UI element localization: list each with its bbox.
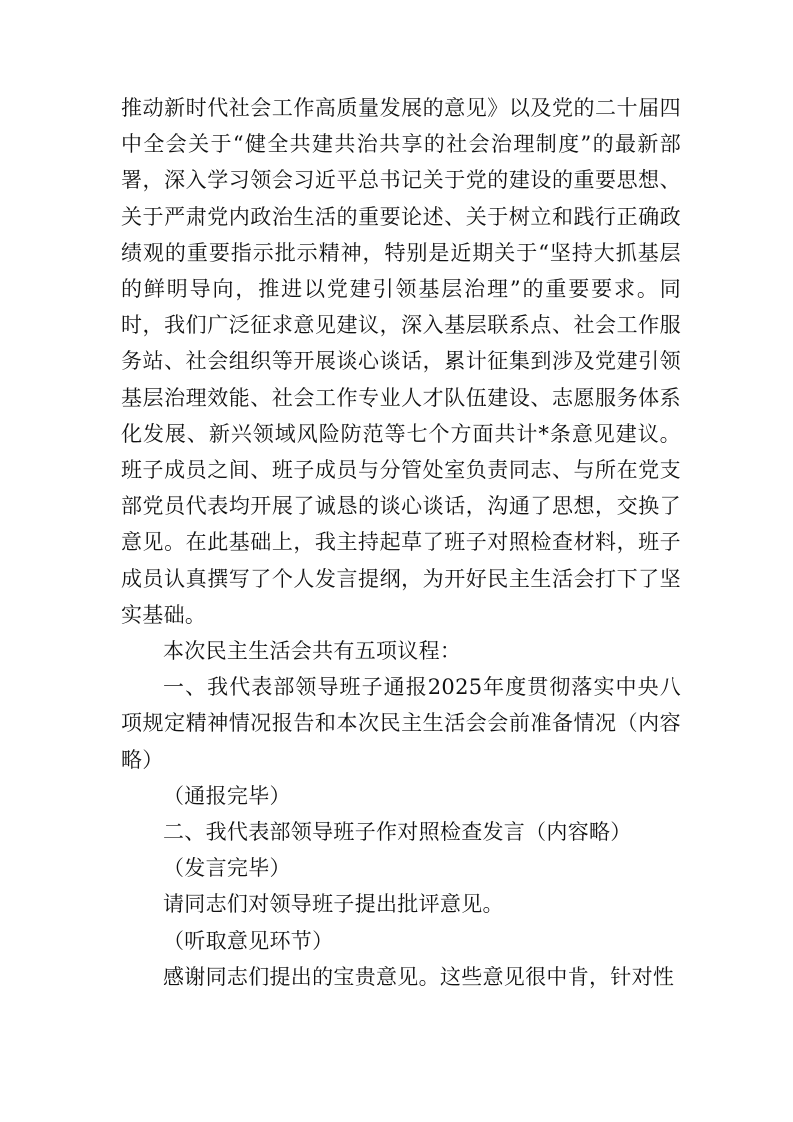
paragraph-agenda-item-1: 一、我代表部领导班子通报2025年度贯彻落实中央八项规定精神情况报告和本次民主生活会会前准备情况（内容略） xyxy=(121,675,681,772)
paragraph-thanks: 感谢同志们提出的宝贵意见。这些意见很中肯，针对性 xyxy=(163,964,675,989)
paragraph-speech-done: （发言完毕） xyxy=(163,856,291,881)
paragraph-report-done: （通报完毕） xyxy=(163,783,291,808)
document-body xyxy=(121,90,681,995)
paragraph-agenda-item-2: 二、我代表部领导班子作对照检查发言（内容略） xyxy=(163,820,632,845)
paragraph-preparation: 推动新时代社会工作高质量发展的意见》以及党的二十届四中全会关于“健全共建共治共享的社会治理制度”的最新部署，深入学习领会习近平总书记关于党的建设的重要思想、关于严肃党内政治生活的重要论述、关于树立和践行正确政绩观的重要指示批示精神，特别是近期关于“坚持大抓基层的鲜明导向，推进以党建引领基层治理”的重要要求。同时，我们广泛征求意见建议，深入基层联系点、社会工作服务站、社会组织等开展谈心谈话，累计征集到涉及党建引领基层治理效能、社会工作专业人才队伍建设、志愿服务体系化发展、新兴领域风险防范等七个方面共计*条意见建议。班子成员之间、班子成员与分管处室负责同志、与所在党支部党员代表均开展了诚恳的谈心谈话，沟通了思想，交换了意见。在此基础上，我主持起草了班子对照检查材料，班子成员认真撰写了个人发言提纲，为开好民主生活会打下了坚实基础。 xyxy=(121,96,681,627)
paragraph-request-criticism: 请同志们对领导班子提出批评意见。 xyxy=(163,892,504,917)
paragraph-agenda-intro: 本次民主生活会共有五项议程： xyxy=(163,639,462,664)
paragraph-listening-session: （听取意见环节） xyxy=(163,928,334,953)
